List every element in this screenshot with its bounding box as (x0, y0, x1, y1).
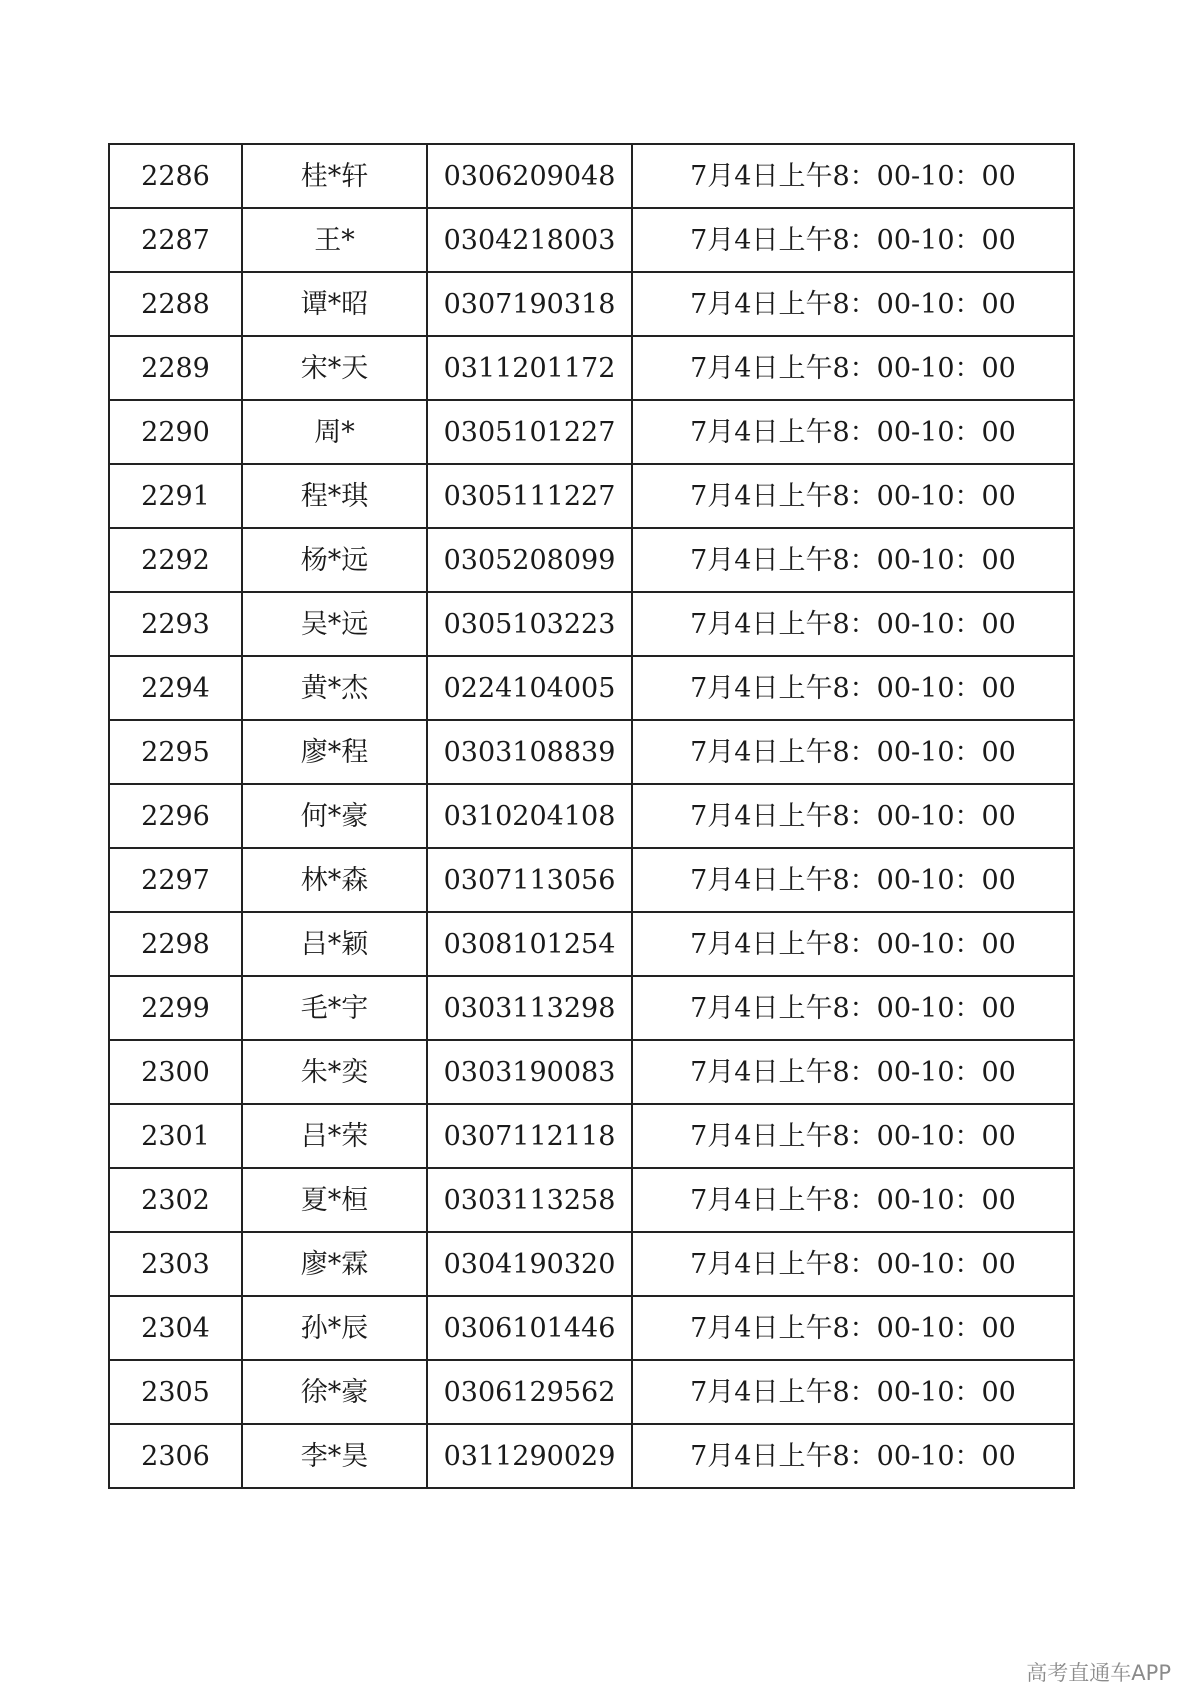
time-slot-cell: 7月4日上午8：00-10：00 (632, 720, 1074, 784)
time-slot-cell: 7月4日上午8：00-10：00 (632, 144, 1074, 208)
exam-id-cell: 0310204108 (427, 784, 632, 848)
watermark-text: 高考直通车APP (1026, 1661, 1171, 1685)
time-slot-cell: 7月4日上午8：00-10：00 (632, 336, 1074, 400)
exam-id-cell: 0307190318 (427, 272, 632, 336)
exam-id-cell: 0303113258 (427, 1168, 632, 1232)
table-row (109, 1296, 1074, 1360)
table-row (109, 144, 1074, 208)
table-row (109, 1232, 1074, 1296)
seq-cell: 2294 (109, 656, 242, 720)
name-cell: 谭*昭 (242, 272, 427, 336)
exam-id-cell: 0303190083 (427, 1040, 632, 1104)
table-row (109, 208, 1074, 272)
seq-cell: 2291 (109, 464, 242, 528)
time-slot-cell: 7月4日上午8：00-10：00 (632, 912, 1074, 976)
time-slot-cell: 7月4日上午8：00-10：00 (632, 464, 1074, 528)
name-cell: 孙*辰 (242, 1296, 427, 1360)
seq-cell: 2299 (109, 976, 242, 1040)
seq-cell: 2304 (109, 1296, 242, 1360)
exam-id-cell: 0311290029 (427, 1424, 632, 1488)
table-row (109, 1424, 1074, 1488)
name-cell: 何*豪 (242, 784, 427, 848)
table-row (109, 528, 1074, 592)
exam-id-cell: 0311201172 (427, 336, 632, 400)
exam-id-cell: 0305111227 (427, 464, 632, 528)
exam-id-cell: 0303113298 (427, 976, 632, 1040)
seq-cell: 2290 (109, 400, 242, 464)
name-cell: 王* (242, 208, 427, 272)
seq-cell: 2289 (109, 336, 242, 400)
exam-id-cell: 0224104005 (427, 656, 632, 720)
time-slot-cell: 7月4日上午8：00-10：00 (632, 976, 1074, 1040)
name-cell: 吕*荣 (242, 1104, 427, 1168)
time-slot-cell: 7月4日上午8：00-10：00 (632, 1360, 1074, 1424)
seq-cell: 2286 (109, 144, 242, 208)
table-row (109, 912, 1074, 976)
seq-cell: 2287 (109, 208, 242, 272)
name-cell: 夏*桓 (242, 1168, 427, 1232)
time-slot-cell: 7月4日上午8：00-10：00 (632, 400, 1074, 464)
time-slot-cell: 7月4日上午8：00-10：00 (632, 848, 1074, 912)
name-cell: 宋*天 (242, 336, 427, 400)
time-slot-cell: 7月4日上午8：00-10：00 (632, 1104, 1074, 1168)
name-cell: 林*森 (242, 848, 427, 912)
name-cell: 毛*宇 (242, 976, 427, 1040)
time-slot-cell: 7月4日上午8：00-10：00 (632, 1232, 1074, 1296)
time-slot-cell: 7月4日上午8：00-10：00 (632, 1040, 1074, 1104)
seq-cell: 2303 (109, 1232, 242, 1296)
name-cell: 吕*颖 (242, 912, 427, 976)
exam-id-cell: 0308101254 (427, 912, 632, 976)
table-row (109, 1040, 1074, 1104)
name-cell: 周* (242, 400, 427, 464)
exam-id-cell: 0304218003 (427, 208, 632, 272)
roster-table (108, 143, 1075, 1489)
roster-table-body (109, 144, 1074, 1488)
name-cell: 李*昊 (242, 1424, 427, 1488)
exam-id-cell: 0306129562 (427, 1360, 632, 1424)
seq-cell: 2306 (109, 1424, 242, 1488)
exam-id-cell: 0306209048 (427, 144, 632, 208)
exam-id-cell: 0305101227 (427, 400, 632, 464)
table-row (109, 784, 1074, 848)
time-slot-cell: 7月4日上午8：00-10：00 (632, 208, 1074, 272)
table-row (109, 1168, 1074, 1232)
seq-cell: 2293 (109, 592, 242, 656)
seq-cell: 2301 (109, 1104, 242, 1168)
table-row (109, 848, 1074, 912)
exam-id-cell: 0307113056 (427, 848, 632, 912)
exam-id-cell: 0305103223 (427, 592, 632, 656)
time-slot-cell: 7月4日上午8：00-10：00 (632, 592, 1074, 656)
table-row (109, 336, 1074, 400)
time-slot-cell: 7月4日上午8：00-10：00 (632, 272, 1074, 336)
time-slot-cell: 7月4日上午8：00-10：00 (632, 528, 1074, 592)
name-cell: 杨*远 (242, 528, 427, 592)
name-cell: 黄*杰 (242, 656, 427, 720)
name-cell: 朱*奕 (242, 1040, 427, 1104)
table-row (109, 656, 1074, 720)
seq-cell: 2296 (109, 784, 242, 848)
table-row (109, 272, 1074, 336)
time-slot-cell: 7月4日上午8：00-10：00 (632, 656, 1074, 720)
seq-cell: 2305 (109, 1360, 242, 1424)
name-cell: 程*琪 (242, 464, 427, 528)
table-row (109, 400, 1074, 464)
name-cell: 廖*程 (242, 720, 427, 784)
seq-cell: 2297 (109, 848, 242, 912)
seq-cell: 2292 (109, 528, 242, 592)
table-row (109, 464, 1074, 528)
name-cell: 桂*轩 (242, 144, 427, 208)
exam-id-cell: 0307112118 (427, 1104, 632, 1168)
time-slot-cell: 7月4日上午8：00-10：00 (632, 1296, 1074, 1360)
table-row (109, 1104, 1074, 1168)
table-row (109, 592, 1074, 656)
exam-id-cell: 0306101446 (427, 1296, 632, 1360)
seq-cell: 2295 (109, 720, 242, 784)
table-row (109, 1360, 1074, 1424)
seq-cell: 2298 (109, 912, 242, 976)
time-slot-cell: 7月4日上午8：00-10：00 (632, 784, 1074, 848)
table-row (109, 976, 1074, 1040)
exam-id-cell: 0304190320 (427, 1232, 632, 1296)
name-cell: 吴*远 (242, 592, 427, 656)
exam-id-cell: 0305208099 (427, 528, 632, 592)
seq-cell: 2302 (109, 1168, 242, 1232)
seq-cell: 2288 (109, 272, 242, 336)
name-cell: 徐*豪 (242, 1360, 427, 1424)
seq-cell: 2300 (109, 1040, 242, 1104)
name-cell: 廖*霖 (242, 1232, 427, 1296)
exam-id-cell: 0303108839 (427, 720, 632, 784)
time-slot-cell: 7月4日上午8：00-10：00 (632, 1168, 1074, 1232)
table-row (109, 720, 1074, 784)
time-slot-cell: 7月4日上午8：00-10：00 (632, 1424, 1074, 1488)
